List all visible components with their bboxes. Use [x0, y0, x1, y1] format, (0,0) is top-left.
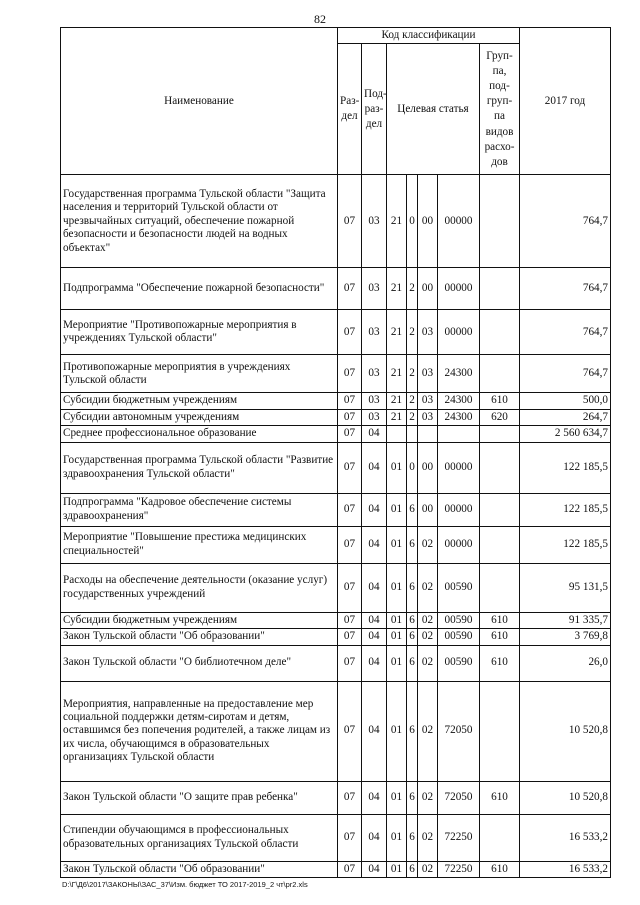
row-target-event: 02	[418, 681, 438, 781]
row-podrazdel: 03	[362, 393, 387, 409]
row-target-direction: 00000	[438, 526, 480, 563]
row-amount: 16 533,2	[520, 861, 611, 877]
row-amount: 264,7	[520, 409, 611, 425]
row-amount: 122 185,5	[520, 493, 611, 526]
file-path-footer: D:\Г\Д6\2017\ЗАКОНЫ\ЗАС_37\Изм. бюджет ТО 2017-2019_2 чт\pr2.xls	[62, 880, 308, 889]
row-target-event: 00	[418, 175, 438, 268]
row-razdel: 07	[338, 310, 362, 355]
row-target-event: 02	[418, 781, 438, 814]
table-row	[61, 442, 611, 493]
row-target-direction	[438, 426, 480, 442]
row-target-program: 21	[387, 268, 407, 310]
row-razdel: 07	[338, 629, 362, 645]
row-podrazdel: 04	[362, 563, 387, 612]
row-group	[480, 526, 520, 563]
table-row	[61, 645, 611, 681]
row-razdel: 07	[338, 409, 362, 425]
row-target-direction: 72250	[438, 861, 480, 877]
row-name: Закон Тульской области "Об образовании"	[61, 861, 338, 877]
row-target-event: 00	[418, 442, 438, 493]
row-target-program: 21	[387, 175, 407, 268]
row-target-program: 01	[387, 681, 407, 781]
row-name: Подпрограмма "Кадровое обеспечение системы здравоохранения"	[61, 493, 338, 526]
row-amount: 500,0	[520, 393, 611, 409]
header-year: 2017 год	[520, 28, 611, 175]
row-target-event: 03	[418, 310, 438, 355]
row-target-program: 01	[387, 645, 407, 681]
table-row	[61, 493, 611, 526]
table-row	[61, 814, 611, 861]
table-row	[61, 681, 611, 781]
row-target-subprogram: 6	[407, 681, 418, 781]
row-target-subprogram: 2	[407, 310, 418, 355]
row-amount: 764,7	[520, 268, 611, 310]
page-number: 82	[314, 12, 326, 26]
row-podrazdel: 03	[362, 310, 387, 355]
row-amount: 10 520,8	[520, 781, 611, 814]
row-group: 610	[480, 393, 520, 409]
row-target-subprogram: 6	[407, 814, 418, 861]
table-row	[61, 268, 611, 310]
row-target-subprogram: 0	[407, 175, 418, 268]
row-target-direction: 00000	[438, 310, 480, 355]
row-target-subprogram: 2	[407, 355, 418, 393]
row-target-program: 01	[387, 563, 407, 612]
row-name: Противопожарные мероприятия в учреждениях Тульской области	[61, 355, 338, 393]
row-target-direction: 24300	[438, 355, 480, 393]
row-name: Мероприятие "Противопожарные мероприятия в учреждениях Тульской области"	[61, 310, 338, 355]
row-razdel: 07	[338, 526, 362, 563]
row-podrazdel: 04	[362, 814, 387, 861]
row-podrazdel: 03	[362, 175, 387, 268]
row-group: 620	[480, 409, 520, 425]
row-podrazdel: 04	[362, 681, 387, 781]
row-group	[480, 175, 520, 268]
row-podrazdel: 04	[362, 861, 387, 877]
row-amount: 26,0	[520, 645, 611, 681]
row-target-event: 02	[418, 645, 438, 681]
row-target-program: 01	[387, 861, 407, 877]
row-target-program: 01	[387, 814, 407, 861]
row-podrazdel: 03	[362, 268, 387, 310]
row-group: 610	[480, 645, 520, 681]
row-razdel: 07	[338, 426, 362, 442]
row-group	[480, 681, 520, 781]
row-target-program: 21	[387, 409, 407, 425]
row-target-direction: 72050	[438, 681, 480, 781]
row-razdel: 07	[338, 355, 362, 393]
row-amount: 2 560 634,7	[520, 426, 611, 442]
row-target-program: 01	[387, 629, 407, 645]
row-target-direction: 00000	[438, 268, 480, 310]
row-target-event: 02	[418, 563, 438, 612]
table-row	[61, 612, 611, 628]
row-amount: 95 131,5	[520, 563, 611, 612]
row-target-subprogram: 6	[407, 612, 418, 628]
row-group	[480, 493, 520, 526]
row-target-event: 02	[418, 612, 438, 628]
header-group-label: Груп- па, под- груп- па видов расхо- дов	[484, 50, 515, 168]
row-amount: 91 335,7	[520, 612, 611, 628]
row-name: Расходы на обеспечение деятельности (оказание услуг) государственных учреждений	[61, 563, 338, 612]
row-target-subprogram: 6	[407, 645, 418, 681]
row-razdel: 07	[338, 442, 362, 493]
row-target-event: 02	[418, 629, 438, 645]
header-target: Целевая статья	[387, 44, 480, 175]
row-target-event: 03	[418, 355, 438, 393]
row-group	[480, 442, 520, 493]
table-row	[61, 310, 611, 355]
row-name: Субсидии бюджетным учреждениям	[61, 393, 338, 409]
row-group	[480, 563, 520, 612]
row-target-subprogram: 2	[407, 409, 418, 425]
row-target-program: 01	[387, 442, 407, 493]
table-row	[61, 175, 611, 268]
row-amount: 122 185,5	[520, 526, 611, 563]
row-amount: 10 520,8	[520, 681, 611, 781]
budget-table	[60, 27, 611, 878]
row-podrazdel: 04	[362, 645, 387, 681]
row-target-event: 03	[418, 393, 438, 409]
row-group	[480, 268, 520, 310]
row-podrazdel: 04	[362, 781, 387, 814]
row-target-direction: 00590	[438, 612, 480, 628]
row-razdel: 07	[338, 781, 362, 814]
row-name: Мероприятие "Повышение престижа медицинских специальностей"	[61, 526, 338, 563]
row-target-direction: 00590	[438, 563, 480, 612]
table-row	[61, 355, 611, 393]
row-razdel: 07	[338, 861, 362, 877]
row-name: Государственная программа Тульской области "Защита населения и территорий Тульской области от чрезвычайных ситуаций, обеспечение пожарной безопасности и безопасности людей на водных объектах"	[61, 175, 338, 268]
row-target-subprogram: 2	[407, 268, 418, 310]
row-target-direction: 00590	[438, 629, 480, 645]
row-group: 610	[480, 629, 520, 645]
row-name: Субсидии автономным учреждениям	[61, 409, 338, 425]
row-group: 610	[480, 781, 520, 814]
row-target-direction: 00590	[438, 645, 480, 681]
header-group	[480, 44, 520, 175]
row-amount: 16 533,2	[520, 814, 611, 861]
row-amount: 122 185,5	[520, 442, 611, 493]
row-target-direction: 24300	[438, 393, 480, 409]
row-name: Стипендии обучающимся в профессиональных образовательных организациях Тульской области	[61, 814, 338, 861]
row-podrazdel: 03	[362, 355, 387, 393]
row-group	[480, 310, 520, 355]
row-podrazdel: 04	[362, 426, 387, 442]
row-target-event: 02	[418, 814, 438, 861]
row-target-event: 00	[418, 493, 438, 526]
row-podrazdel: 04	[362, 629, 387, 645]
row-razdel: 07	[338, 493, 362, 526]
row-razdel: 07	[338, 814, 362, 861]
row-name: Подпрограмма "Обеспечение пожарной безопасности"	[61, 268, 338, 310]
row-razdel: 07	[338, 268, 362, 310]
row-target-direction: 72050	[438, 781, 480, 814]
row-amount: 764,7	[520, 355, 611, 393]
row-group	[480, 355, 520, 393]
row-razdel: 07	[338, 681, 362, 781]
row-target-direction: 24300	[438, 409, 480, 425]
row-name: Закон Тульской области "Об образовании"	[61, 629, 338, 645]
row-target-subprogram: 6	[407, 493, 418, 526]
table-row	[61, 393, 611, 409]
row-name: Мероприятия, направленные на предоставление мер социальной поддержки детям-сиротам и детям, оставшимся без попечения родителей, а также лицам из их числа, обучающимся в образовательных организациях Тульской области	[61, 681, 338, 781]
header-podrazdel	[362, 44, 387, 175]
row-group: 610	[480, 861, 520, 877]
header-podrazdel-label: Под- раз- дел	[364, 87, 387, 130]
table-row	[61, 409, 611, 425]
row-podrazdel: 04	[362, 612, 387, 628]
table-row	[61, 563, 611, 612]
row-name: Среднее профессиональное образование	[61, 426, 338, 442]
row-target-direction: 00000	[438, 442, 480, 493]
row-target-event: 02	[418, 861, 438, 877]
table-row	[61, 426, 611, 442]
row-target-subprogram: 6	[407, 861, 418, 877]
row-target-event: 03	[418, 409, 438, 425]
table-row	[61, 781, 611, 814]
row-name: Государственная программа Тульской области "Развитие здравоохранения Тульской области"	[61, 442, 338, 493]
row-razdel: 07	[338, 393, 362, 409]
row-target-subprogram: 6	[407, 629, 418, 645]
row-name: Субсидии бюджетным учреждениям	[61, 612, 338, 628]
table-row	[61, 629, 611, 645]
row-target-event: 02	[418, 526, 438, 563]
row-target-program: 21	[387, 355, 407, 393]
row-razdel: 07	[338, 563, 362, 612]
row-target-program	[387, 426, 407, 442]
row-amount: 3 769,8	[520, 629, 611, 645]
header-razdel	[338, 44, 362, 175]
row-podrazdel: 03	[362, 409, 387, 425]
row-target-program: 21	[387, 393, 407, 409]
row-target-program: 01	[387, 612, 407, 628]
row-target-direction: 72250	[438, 814, 480, 861]
row-target-program: 21	[387, 310, 407, 355]
row-podrazdel: 04	[362, 526, 387, 563]
row-razdel: 07	[338, 645, 362, 681]
row-target-program: 01	[387, 526, 407, 563]
header-name: Наименование	[61, 28, 338, 175]
row-target-direction: 00000	[438, 493, 480, 526]
row-target-program: 01	[387, 493, 407, 526]
row-target-subprogram: 2	[407, 393, 418, 409]
table-row	[61, 526, 611, 563]
row-group	[480, 426, 520, 442]
header-code-group: Код классификации	[338, 28, 520, 44]
row-name: Закон Тульской области "О библиотечном деле"	[61, 645, 338, 681]
table-row	[61, 861, 611, 877]
row-razdel: 07	[338, 175, 362, 268]
row-target-event	[418, 426, 438, 442]
row-group: 610	[480, 612, 520, 628]
row-amount: 764,7	[520, 310, 611, 355]
row-target-event: 00	[418, 268, 438, 310]
row-podrazdel: 04	[362, 442, 387, 493]
row-name: Закон Тульской области "О защите прав ребенка"	[61, 781, 338, 814]
row-razdel: 07	[338, 612, 362, 628]
row-target-subprogram: 0	[407, 442, 418, 493]
header-razdel-label: Раз- дел	[340, 95, 360, 123]
row-amount: 764,7	[520, 175, 611, 268]
row-target-program: 01	[387, 781, 407, 814]
row-target-subprogram	[407, 426, 418, 442]
row-group	[480, 814, 520, 861]
row-target-direction: 00000	[438, 175, 480, 268]
row-target-subprogram: 6	[407, 526, 418, 563]
row-target-subprogram: 6	[407, 563, 418, 612]
row-target-subprogram: 6	[407, 781, 418, 814]
row-podrazdel: 04	[362, 493, 387, 526]
